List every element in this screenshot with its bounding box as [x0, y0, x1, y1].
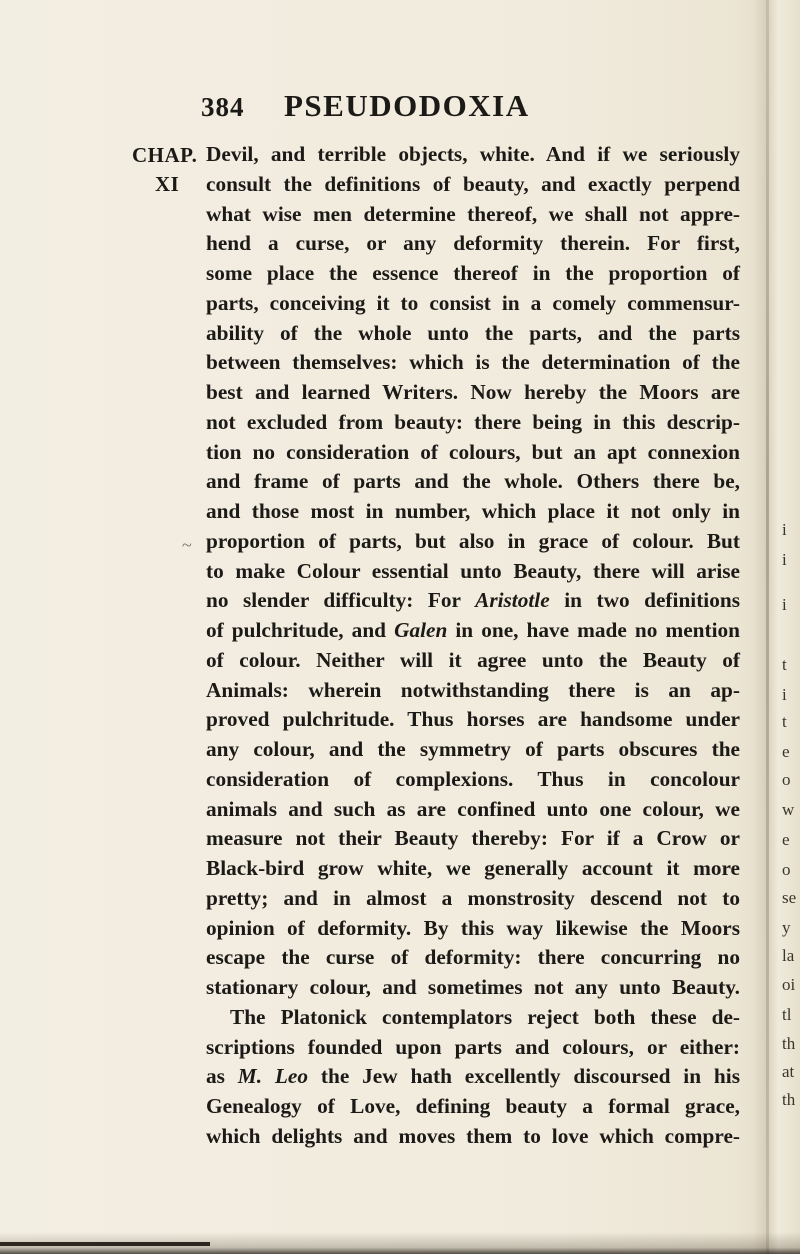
text-line: not excluded from beauty: there being in this descrip- [206, 409, 740, 434]
page-number: 384 [201, 92, 245, 122]
body-text [206, 140, 740, 1152]
facing-page-fragment: th [782, 1090, 796, 1109]
text-line: hend a curse, or any deformity therein. For first, [206, 231, 740, 256]
text-line: opinion of deformity. By this way likewise the Moors [206, 915, 740, 940]
text-line: between themselves: which is the determination of the [206, 350, 740, 375]
facing-page-fragment: i [782, 520, 787, 539]
text-line: which delights and moves them to love which compre- [206, 1123, 740, 1148]
text-line: The Platonick contemplators reject both these de- [230, 1004, 740, 1029]
text-line: Animals: wherein notwithstanding there is an ap- [206, 677, 740, 702]
facing-page-fragment: e [782, 830, 790, 849]
text-line: proportion of parts, but also in grace of colour. But [206, 528, 740, 553]
facing-page-fragment: e [782, 742, 790, 761]
text-line: what wise men determine thereof, we shall not appre- [206, 201, 740, 226]
facing-page-fragment: w [782, 800, 795, 819]
text-line: no slender difficulty: For Aristotle in two definitions [206, 588, 740, 613]
facing-page-fragment: y [782, 918, 791, 937]
facing-page-fragment: t [782, 712, 787, 731]
running-title: PSEUDODOXIA [284, 88, 530, 123]
text-line: escape the curse of deformity: there concurring no [206, 945, 740, 970]
facing-page-fragment: o [782, 770, 791, 789]
facing-page-fragment: la [782, 946, 795, 965]
text-line: of pulchritude, and Galen in one, have made no mention [206, 618, 740, 642]
chapter-number: XI [155, 172, 180, 196]
text-line: to make Colour essential unto Beauty, there will arise [206, 558, 740, 583]
text-line: of colour. Neither will it agree unto the Beauty of [206, 647, 740, 672]
text-line: and those most in number, which place it not only in [206, 499, 740, 523]
running-head [0, 88, 800, 128]
facing-page-fragment: tl [782, 1005, 792, 1024]
facing-page-fragment: i [782, 550, 787, 569]
text-line: tion no consideration of colours, but an apt connexion [206, 439, 740, 464]
text-line: stationary colour, and sometimes not any unto Beauty. [206, 975, 740, 999]
text-line: measure not their Beauty thereby: For if a Crow or [206, 826, 740, 851]
facing-page-edge [752, 0, 800, 1254]
binding-fold [766, 0, 769, 1254]
text-line: pretty; and in almost a monstrosity descend not to [206, 885, 740, 910]
page-bottom-edge [0, 1242, 210, 1246]
text-line: Genealogy of Love, defining beauty a formal grace, [206, 1094, 740, 1118]
text-line: Devil, and terrible objects, white. And if we seriously [206, 142, 740, 166]
facing-page-fragment: o [782, 860, 791, 879]
facing-page-fragment: i [782, 685, 787, 704]
facing-page-fragment: th [782, 1034, 796, 1053]
text-line: consideration of complexions. Thus in concolour [206, 766, 740, 791]
facing-page-fragment: at [782, 1062, 795, 1081]
text-line: scriptions founded upon parts and colours, or either: [206, 1034, 740, 1059]
text-line: parts, conceiving it to consist in a comely commensur- [206, 290, 740, 315]
text-line: consult the definitions of beauty, and exactly perpend [206, 171, 740, 196]
text-line: some place the essence thereof in the proportion of [206, 261, 740, 285]
margin-mark: ~ [182, 535, 192, 555]
text-line: as M. Leo the Jew hath excellently discoursed in his [206, 1064, 740, 1089]
text-line: any colour, and the symmetry of parts obscures the [206, 737, 740, 761]
text-line: proved pulchritude. Thus horses are handsome under [206, 707, 740, 732]
facing-page-fragment: t [782, 655, 787, 674]
text-line: ability of the whole unto the parts, and the parts [206, 320, 740, 345]
text-line: and frame of parts and the whole. Others there be, [206, 469, 740, 494]
text-line: best and learned Writers. Now hereby the Moors are [206, 380, 740, 404]
facing-page-fragment: oi [782, 975, 796, 994]
text-line: Black-bird grow white, we generally account it more [206, 856, 740, 880]
chapter-label: CHAP. [132, 143, 198, 167]
text-line: animals and such as are confined unto one colour, we [206, 796, 740, 821]
facing-page-fragment: se [782, 888, 797, 907]
facing-page-fragment: i [782, 595, 787, 614]
